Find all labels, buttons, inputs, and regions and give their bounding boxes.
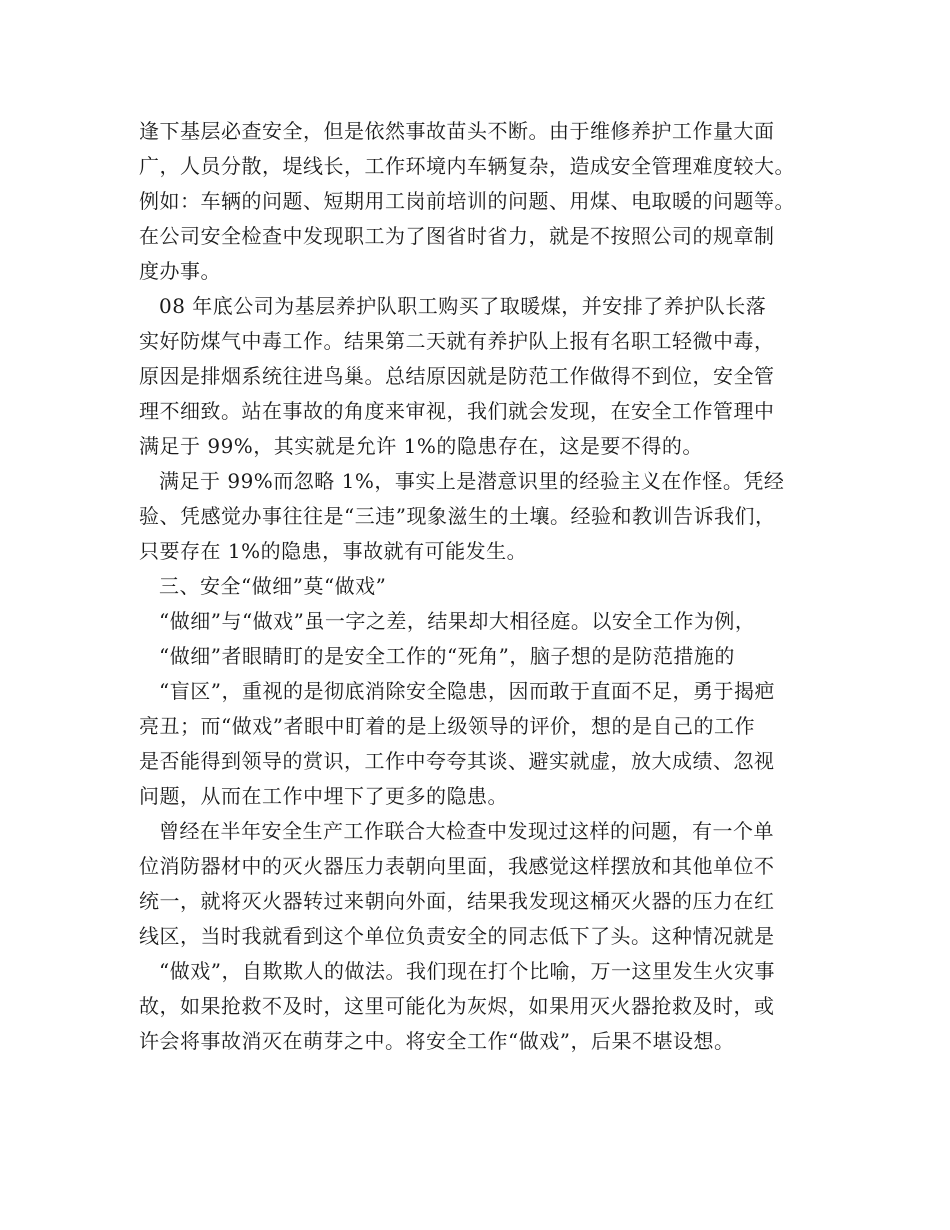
text-line: 理不细致。站在事故的角度来审视，我们就会发现，在安全工作管理中 <box>139 399 775 423</box>
text-line: 位消防器材中的灭火器压力表朝向里面，我感觉这样摆放和其他单位不 <box>139 854 775 878</box>
body-text <box>139 114 819 1059</box>
text-line: 是否能得到领导的赏识，工作中夸夸其谈、避实就虚，放大成绩、忽视 <box>139 749 775 773</box>
text-line: 只要存在 1%的隐患，事故就有可能发生。 <box>139 539 528 563</box>
text-line: 广，人员分散，堤线长，工作环境内车辆复杂，造成安全管理难度较大。 <box>139 154 795 178</box>
text-line: 亮丑；而“做戏”者眼中盯着的是上级领导的评价，想的是自己的工作 <box>139 714 755 738</box>
text-line: 验、凭感觉办事往往是“三违”现象滋生的土壤。经验和教训告诉我们， <box>139 504 776 528</box>
text-line: 逢下基层必查安全，但是依然事故苗头不断。由于维修养护工作量大面 <box>139 119 775 143</box>
text-line: 实好防煤气中毒工作。结果第二天就有养护队上报有名职工轻微中毒， <box>139 329 775 353</box>
text-line: 在公司安全检查中发现职工为了图省时省力，就是不按照公司的规章制 <box>139 224 775 248</box>
text-line: 线区，当时我就看到这个单位负责安全的同志低下了头。这种情况就是 <box>139 924 775 948</box>
text-line: 例如：车辆的问题、短期用工岗前培训的问题、用煤、电取暖的问题等。 <box>139 189 795 213</box>
text-line: 原因是排烟系统往进鸟巢。总结原因就是防范工作做得不到位，安全管 <box>139 364 775 388</box>
text-line: 统一，就将灭火器转过来朝向外面，结果我发现这桶灭火器的压力在红 <box>139 889 775 913</box>
text-line: 故，如果抢救不及时，这里可能化为灰烬，如果用灭火器抢救及时，或 <box>139 994 775 1018</box>
text-line: 曾经在半年安全生产工作联合大检查中发现过这样的问题，有一个单 <box>159 819 774 843</box>
text-line: 08 年底公司为基层养护队职工购买了取暖煤，并安排了养护队长落 <box>159 294 767 318</box>
text-line: “做细”与“做戏”虽一字之差，结果却大相径庭。以安全工作为例， <box>159 609 756 633</box>
text-line: “做细”者眼睛盯的是安全工作的“死角”，脑子想的是防范措施的 <box>159 644 735 668</box>
text-line: 度办事。 <box>139 259 221 283</box>
text-line: 问题，从而在工作中埋下了更多的隐患。 <box>139 784 508 808</box>
text-line: “做戏”，自欺欺人的做法。我们现在打个比喻，万一这里发生火灾事 <box>159 959 775 983</box>
text-line: “盲区”，重视的是彻底消除安全隐患，因而敢于直面不足，勇于揭疤 <box>159 679 775 703</box>
text-line: 许会将事故消灭在萌芽之中。将安全工作“做戏”，后果不堪设想。 <box>139 1029 735 1053</box>
text-line: 满足于 99%而忽略 1%，事实上是潜意识里的经验主义在作怪。凭经 <box>159 469 785 493</box>
section-heading: 三、安全“做细”莫“做戏” <box>159 574 387 598</box>
text-line: 满足于 99%，其实就是允许 1%的隐患存在，这是要不得的。 <box>139 434 703 458</box>
